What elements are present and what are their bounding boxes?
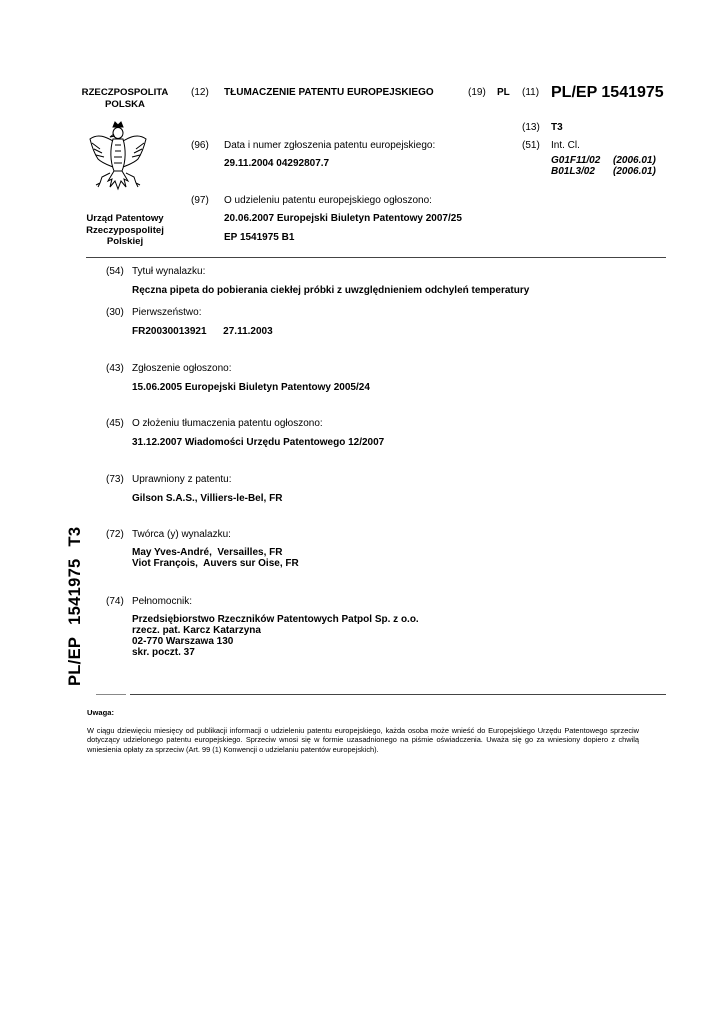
code-12: (12) <box>191 87 209 98</box>
footer-divider <box>130 694 666 695</box>
filing-value: 29.11.2004 04292807.7 <box>224 158 330 169</box>
code-11: (11) <box>522 87 540 98</box>
code-97: (97) <box>191 195 209 206</box>
note-text: W ciągu dziewięciu miesięcy od publikacji informacji o udzieleniu patentu europejskiego, każda osoba może wnieść do Europejskiego Urzędu Patentowego sprzeciw dotyczący udzielonego patentu europejskiego. Sprzeciw wnosi się w formie uzasadnionego na piśmie oświadczenia. Uważa się go za wniesiony dopiero z chwilą wniesienia opłaty za sprzeciw (Art. 99 (1) Konwencji o udzielaniu patentów europejskich). <box>87 726 639 754</box>
grant-label: O udzieleniu patentu europejskiego ogłoszono: <box>224 195 432 206</box>
footer-divider-left <box>96 694 126 695</box>
ep-number: EP 1541975 B1 <box>224 232 295 243</box>
patent-number: PL/EP 1541975 <box>551 84 664 101</box>
kind-code: T3 <box>551 122 563 133</box>
intcl-row: B01L3/02 (2006.01) <box>551 166 656 177</box>
intcl-row: G01F11/02 (2006.01) <box>551 155 656 166</box>
code-96: (96) <box>191 140 209 151</box>
eagle-emblem-icon <box>86 119 150 201</box>
document-type: TŁUMACZENIE PATENTU EUROPEJSKIEGO <box>224 87 434 98</box>
header-divider <box>86 257 666 258</box>
intcl-codes <box>551 155 656 177</box>
office-name: Urząd Patentowy Rzeczypospolitej Polskiej <box>86 213 164 247</box>
code-13: (13) <box>522 122 540 133</box>
code-51: (51) <box>522 140 540 151</box>
code-19: (19) <box>468 87 486 98</box>
note-title: Uwaga: <box>87 708 115 717</box>
grant-value: 20.06.2007 Europejski Biuletyn Patentowy 2007/25 <box>224 213 462 224</box>
side-patent-number: PL/EP1541975T3 <box>66 526 84 686</box>
filing-label: Data i numer zgłoszenia patentu europejskiego: <box>224 140 436 151</box>
country-name: RZECZPOSPOLITA POLSKA <box>81 87 169 110</box>
intcl-label: Int. Cl. <box>551 140 580 151</box>
country-code: PL <box>497 87 510 98</box>
